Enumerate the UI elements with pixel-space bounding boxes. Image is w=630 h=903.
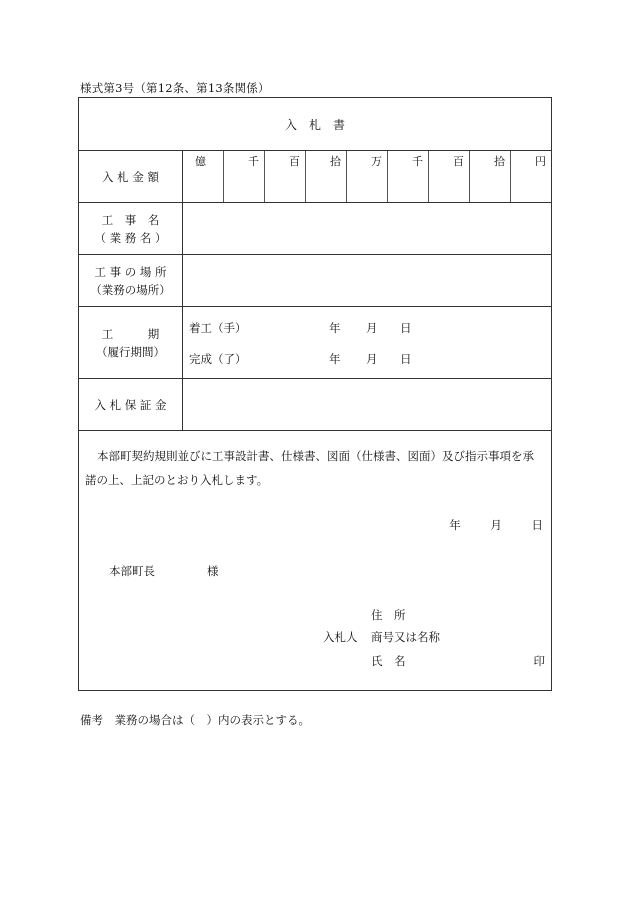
unit-label: 万 <box>371 155 382 168</box>
bid-amount-row <box>79 151 551 203</box>
bid-amount-label-text: 入 札 金 額 <box>102 169 159 184</box>
period-field[interactable] <box>182 307 551 378</box>
unit-label: 億 <box>195 155 206 168</box>
project-name-label-line1: 工 事 名 <box>101 212 160 227</box>
bidder-label: 入札人 <box>323 630 358 644</box>
end-year-label: 年 <box>329 352 341 366</box>
end-month-label: 月 <box>366 352 378 366</box>
location-label-line1: 工 事 の 場 所 <box>94 264 167 279</box>
deposit-label <box>79 379 182 430</box>
digit-cell-juu[interactable] <box>305 151 346 202</box>
addressee <box>109 563 219 579</box>
digit-cell-sen[interactable] <box>223 151 264 202</box>
unit-label: 千 <box>412 155 423 168</box>
date-month-label: 月 <box>490 518 502 532</box>
bid-form <box>78 97 552 691</box>
location-row <box>79 255 551 307</box>
unit-label: 拾 <box>330 155 341 168</box>
submission-date <box>423 517 543 533</box>
deposit-label-text: 入 札 保 証 金 <box>94 397 167 412</box>
location-field[interactable] <box>182 255 551 306</box>
remarks-note: 備考 業務の場合は（ ）内の表示とする。 <box>80 713 310 727</box>
date-day-label: 日 <box>531 518 543 532</box>
addressee-honorific: 様 <box>207 564 219 578</box>
addressee-name: 本部町長 <box>109 564 155 578</box>
project-name-label <box>79 203 182 254</box>
form-title: 入札書 <box>284 118 357 132</box>
start-label: 着工（手） <box>189 321 247 335</box>
project-name-field[interactable] <box>182 203 551 254</box>
period-label-line1: 工 期 <box>101 326 160 341</box>
project-name-label-line2: （ 業 務 名 ） <box>94 230 167 245</box>
pledge-text: 本部町契約規則並びに工事設計書、仕様書、図面（仕様書、図面）及び指示事項を承諾の上、上記のとおり入札します。 <box>85 449 534 487</box>
representative-name-label: 氏 名 <box>371 654 406 668</box>
company-name-label: 商号又は名称 <box>371 630 440 644</box>
declaration-area <box>79 431 551 690</box>
start-day-label: 日 <box>400 321 412 335</box>
unit-label: 拾 <box>494 155 505 168</box>
amount-digit-cells <box>183 151 551 202</box>
bid-amount-field[interactable] <box>182 151 551 202</box>
seal-label: 印 <box>533 654 545 668</box>
unit-label: 円 <box>535 155 546 168</box>
deposit-row <box>79 379 551 431</box>
period-label <box>79 307 182 378</box>
end-day-label: 日 <box>400 352 412 366</box>
title-row <box>79 98 551 151</box>
digit-cell-hyaku-2[interactable] <box>428 151 469 202</box>
start-year-label: 年 <box>329 321 341 335</box>
unit-label: 千 <box>248 155 259 168</box>
digit-cell-oku[interactable] <box>183 151 223 202</box>
unit-label: 百 <box>453 155 464 168</box>
address-label: 住 所 <box>371 608 406 622</box>
date-year-label: 年 <box>449 518 461 532</box>
digit-cell-en[interactable] <box>510 151 551 202</box>
unit-label: 百 <box>289 155 300 168</box>
bid-amount-label <box>79 151 182 202</box>
end-label: 完成（了） <box>189 352 247 366</box>
start-month-label: 月 <box>366 321 378 335</box>
location-label <box>79 255 182 306</box>
form-number: 様式第3号（第12条、第13条関係） <box>80 81 270 95</box>
location-label-line2: （業務の場所） <box>90 282 171 297</box>
digit-cell-hyaku[interactable] <box>264 151 305 202</box>
period-row <box>79 307 551 379</box>
period-label-line2: （履行期間） <box>96 344 165 359</box>
project-name-row <box>79 203 551 255</box>
digit-cell-man[interactable] <box>346 151 387 202</box>
digit-cell-sen-2[interactable] <box>387 151 428 202</box>
deposit-field[interactable] <box>182 379 551 430</box>
digit-cell-juu-2[interactable] <box>469 151 510 202</box>
